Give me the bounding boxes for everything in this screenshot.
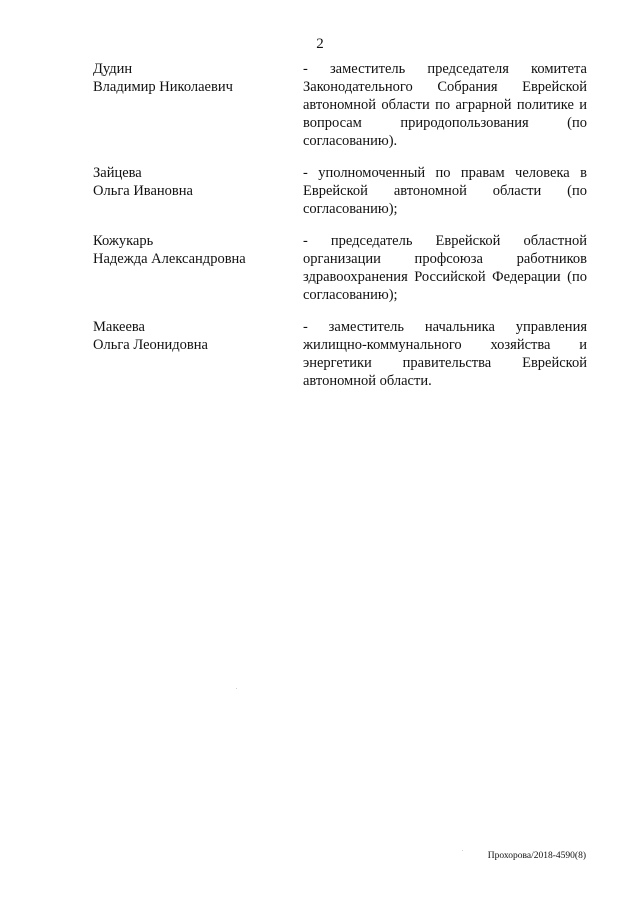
member-entry — [93, 232, 593, 304]
member-given-name: Владимир Николаевич — [93, 79, 233, 95]
document-code: Прохорова/2018-4590(8) — [487, 851, 586, 861]
member-role: - заместитель начальника управления жилищно-коммунального хозяйства и энергетики правительства Еврейской автономной области. — [303, 319, 587, 389]
member-surname: Макеева — [93, 319, 145, 335]
member-given-name: Надежда Александровна — [93, 251, 246, 267]
member-entry — [93, 318, 593, 390]
member-name — [93, 318, 303, 390]
member-role: - заместитель председателя комитета Законодательного Собрания Еврейской автономной области по аграрной политике и вопросам природопользования (по согласованию). — [303, 61, 587, 149]
member-surname: Дудин — [93, 61, 133, 77]
member-given-name: Ольга Леонидовна — [93, 337, 208, 353]
member-name — [93, 164, 303, 218]
member-name — [93, 232, 303, 304]
member-name — [93, 60, 303, 150]
member-given-name: Ольга Ивановна — [93, 183, 193, 199]
member-entry — [93, 164, 593, 218]
member-entry — [93, 60, 593, 150]
scan-speck — [462, 850, 463, 851]
member-surname: Зайцева — [93, 165, 142, 181]
scan-speck — [236, 688, 237, 689]
member-role: - уполномоченный по правам человека в Еврейской автономной области (по согласованию); — [303, 165, 587, 217]
page-number: 2 — [316, 36, 324, 52]
member-role: - председатель Еврейской областной организации профсоюза работников здравоохранения Российской Федерации (по согласованию); — [303, 233, 587, 303]
member-surname: Кожукарь — [93, 233, 154, 249]
